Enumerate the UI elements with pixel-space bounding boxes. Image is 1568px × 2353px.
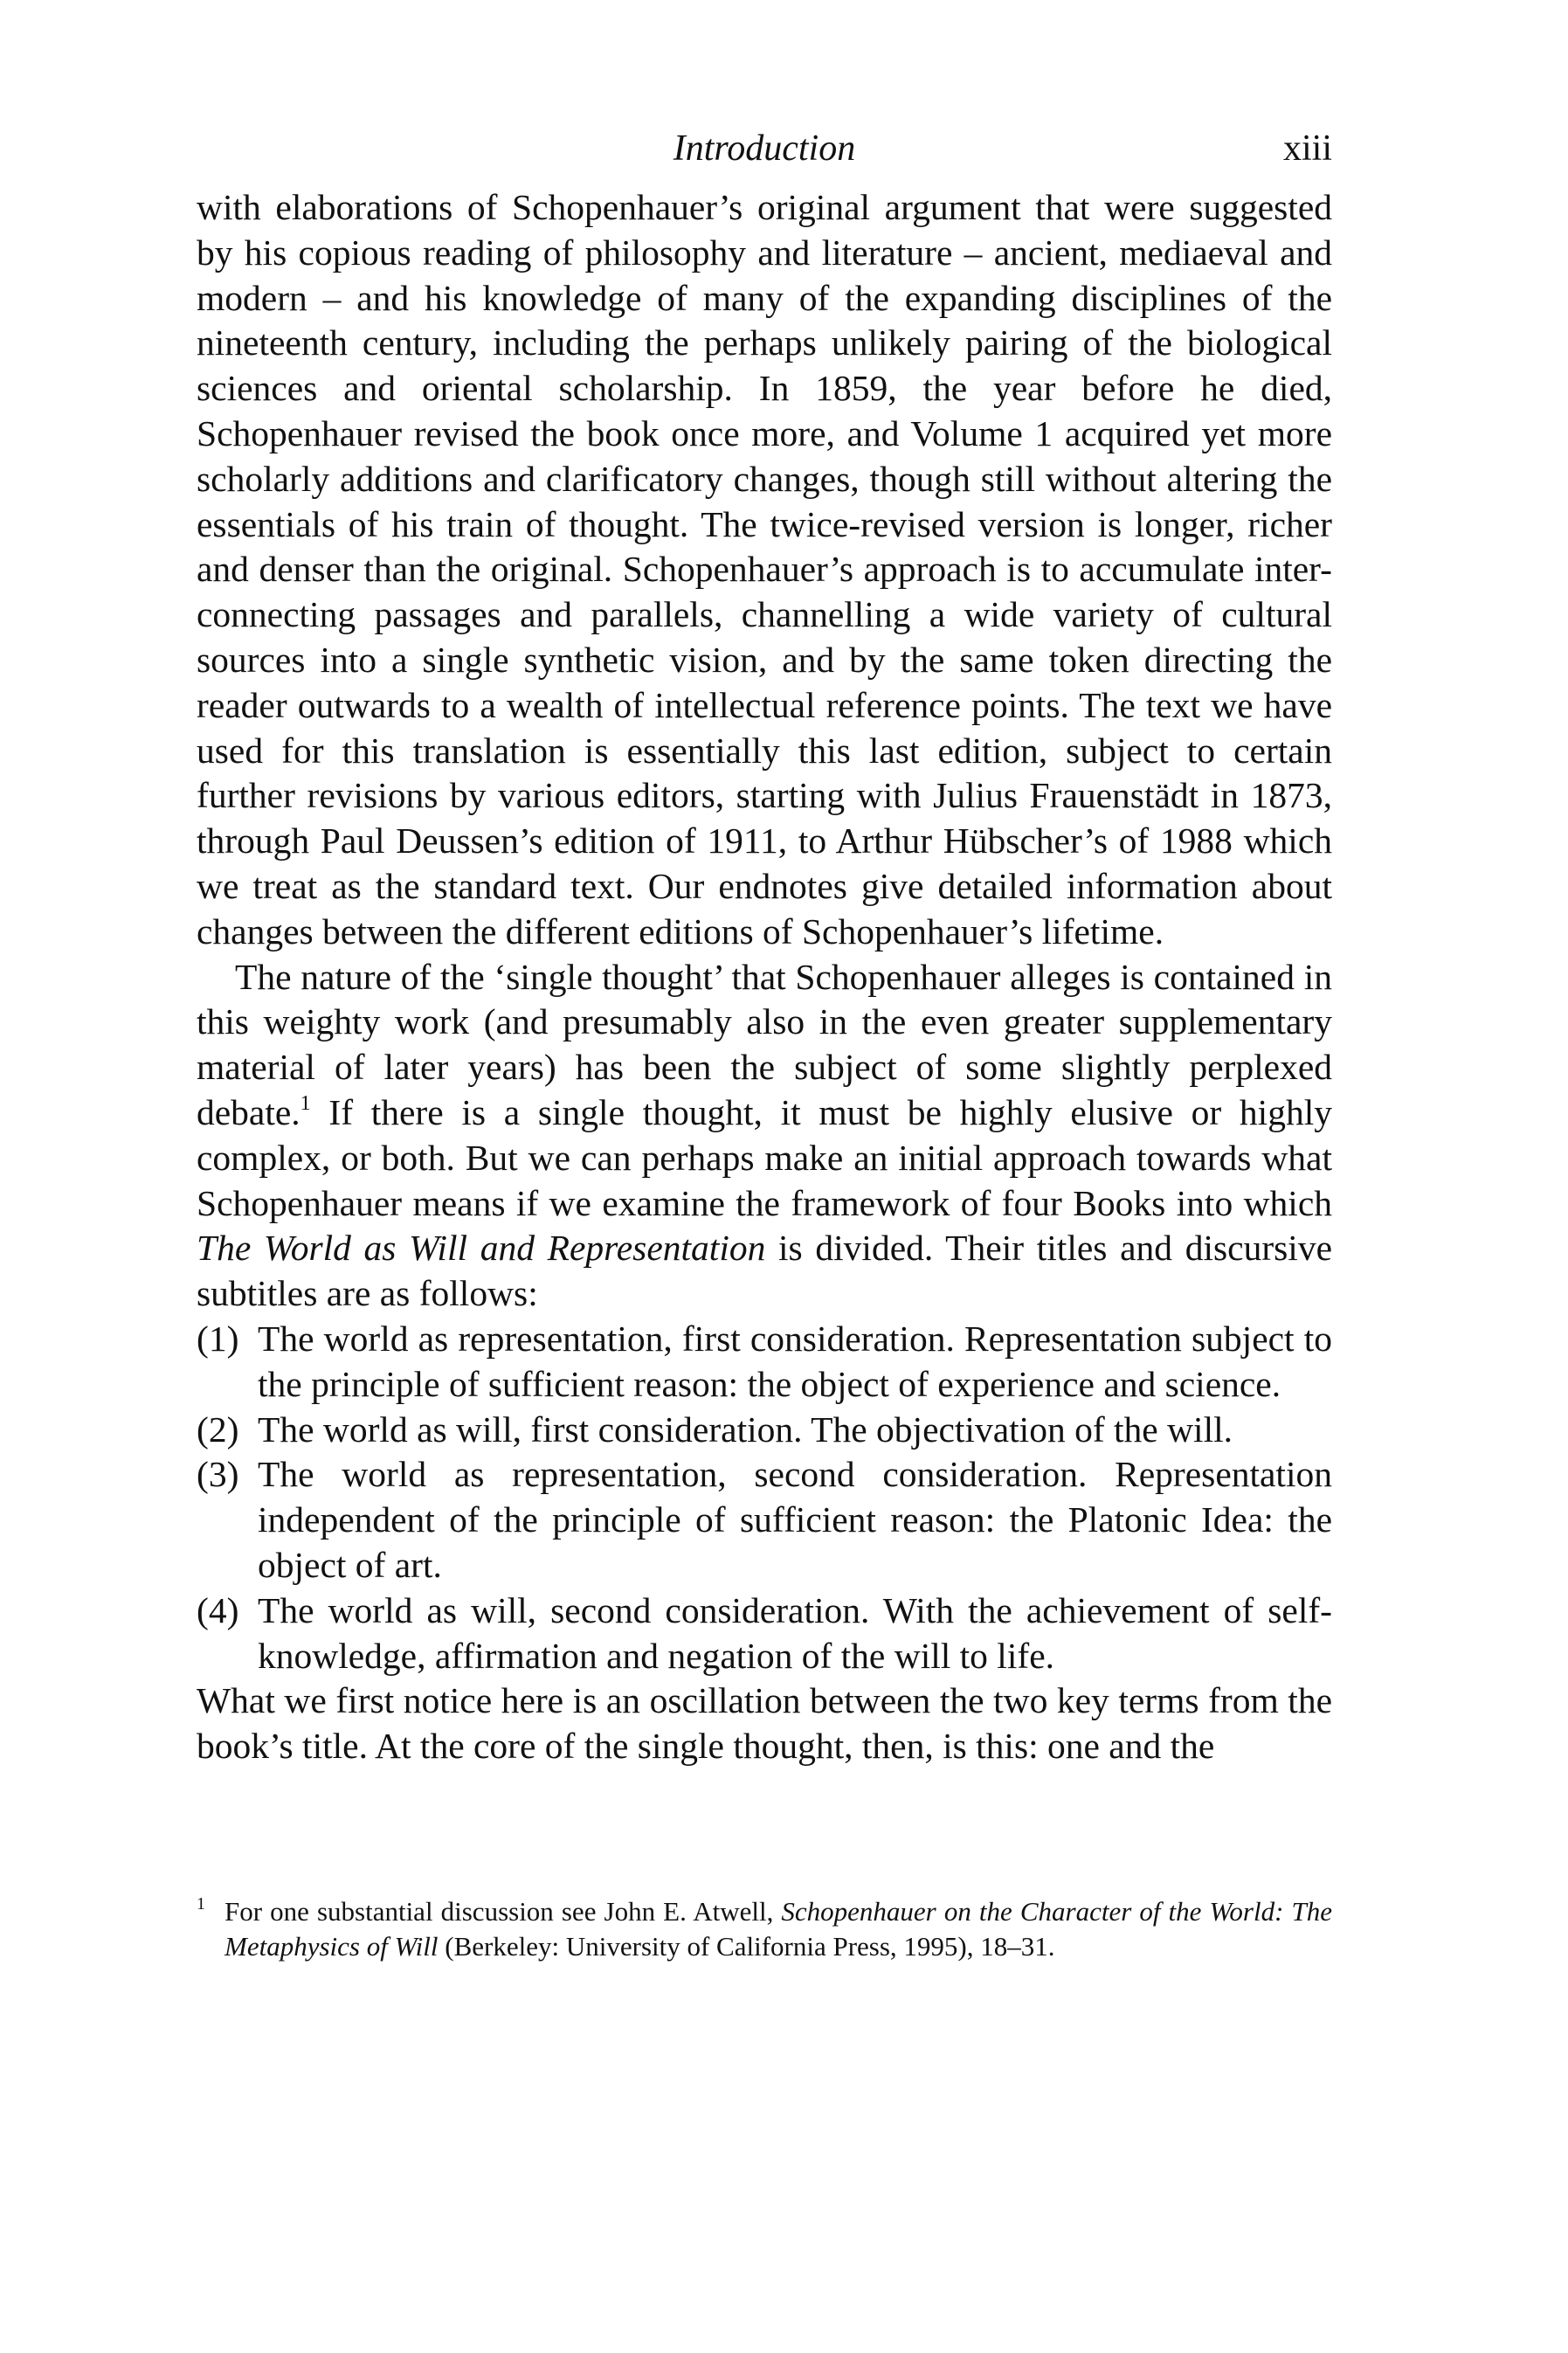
footnote	[197, 1894, 1332, 1964]
paragraph-text: The nature of the ‘single thought’ that Schopenhauer alleges is contained in this weighty work (and presumably also in the even greater supplementary material of later years) has been the subject of some slightly perplexed debate.	[197, 956, 1332, 1132]
list-item	[197, 1317, 1332, 1408]
list-item	[197, 1408, 1332, 1453]
list-item-number: (4)	[197, 1589, 239, 1630]
running-head	[197, 122, 1332, 175]
book-title: The World as Will and Representation	[197, 1228, 766, 1269]
list-item	[197, 1452, 1332, 1588]
footnote-mark: 1	[197, 1894, 205, 1914]
list-item-number: (2)	[197, 1408, 239, 1450]
list-item-text: The world as representation, first consideration. Representation subject to the principle of sufficient reason: the object of experience and science.	[258, 1318, 1332, 1404]
list-item-number: (1)	[197, 1318, 239, 1359]
paragraph-text: is divided. Their titles and discursive subtitles are as follows:	[197, 1228, 1332, 1314]
paragraph-oscillation: What we first notice here is an oscillation between the two key terms from the book’s title. At the core of the single thought, then, is this: one and the	[197, 1680, 1332, 1767]
paragraph-continued: with elaborations of Schopenhauer’s original argument that were suggested by his copious reading of philosophy and literature – ancient, mediaeval and modern – and his knowledge of many of the expanding disciplines of the nineteenth century, including the perhaps unlikely pairing of the biological sciences and oriental scholarship. In 1859, the year before he died, Schopenhauer revised the book once more, and Volume 1 acquired yet more scholarly additions and clarificatory changes, though still without altering the essentials of his train of thought. The twice-revised version is longer, richer and denser than the original. Schopenhauer’s approach is to accumulate inter-connecting passages and parallels, channelling a wide variety of cultural sources into a single synthetic vision, and by the same token directing the reader outwards to a wealth of intellectual reference points. The text we have used for this translation is essentially this last edition, subject to certain further revisions by various editors, starting with Julius Frauenstädt in 1873, through Paul Deussen’s edition of 1911, to Arthur Hübscher’s of 1988 which we treat as the standard text. Our endnotes give detailed information about changes between the different editions of Schopenhauer’s lifetime.	[197, 187, 1332, 952]
paragraph-single-thought	[197, 955, 1332, 1317]
paragraph-text: If there is a single thought, it must be highly elusive or highly complex, or both. But we can perhaps make an initial approach towards what Schopenhauer means if we examine the framework of four Books into which	[197, 1091, 1332, 1223]
footnote-cited-title: Schopenhauer on the Character of the World: The Metaphysics of Will	[224, 1896, 1332, 1962]
footnote-reference[interactable]: 1	[300, 1091, 311, 1115]
list-item	[197, 1588, 1332, 1679]
main-text	[197, 185, 1332, 1769]
books-list	[197, 1317, 1332, 1678]
footnote-text: (Berkeley: University of California Press, 1995), 18–31.	[438, 1931, 1055, 1962]
running-title: Introduction	[673, 128, 856, 169]
page-number: xiii	[1282, 128, 1332, 169]
footnote-text: For one substantial discussion see John E. Atwell,	[224, 1896, 782, 1927]
list-item-text: The world as will, second consideration. With the achievement of self-knowledge, affirmation and negation of the will to life.	[258, 1589, 1332, 1676]
footnotes	[197, 1894, 1332, 1964]
list-item-text: The world as representation, second consideration. Representation independent of the principle of sufficient reason: the Platonic Idea: the object of art.	[258, 1454, 1332, 1585]
list-item-number: (3)	[197, 1454, 239, 1495]
list-item-text: The world as will, first consideration. The objectivation of the will.	[258, 1408, 1233, 1450]
